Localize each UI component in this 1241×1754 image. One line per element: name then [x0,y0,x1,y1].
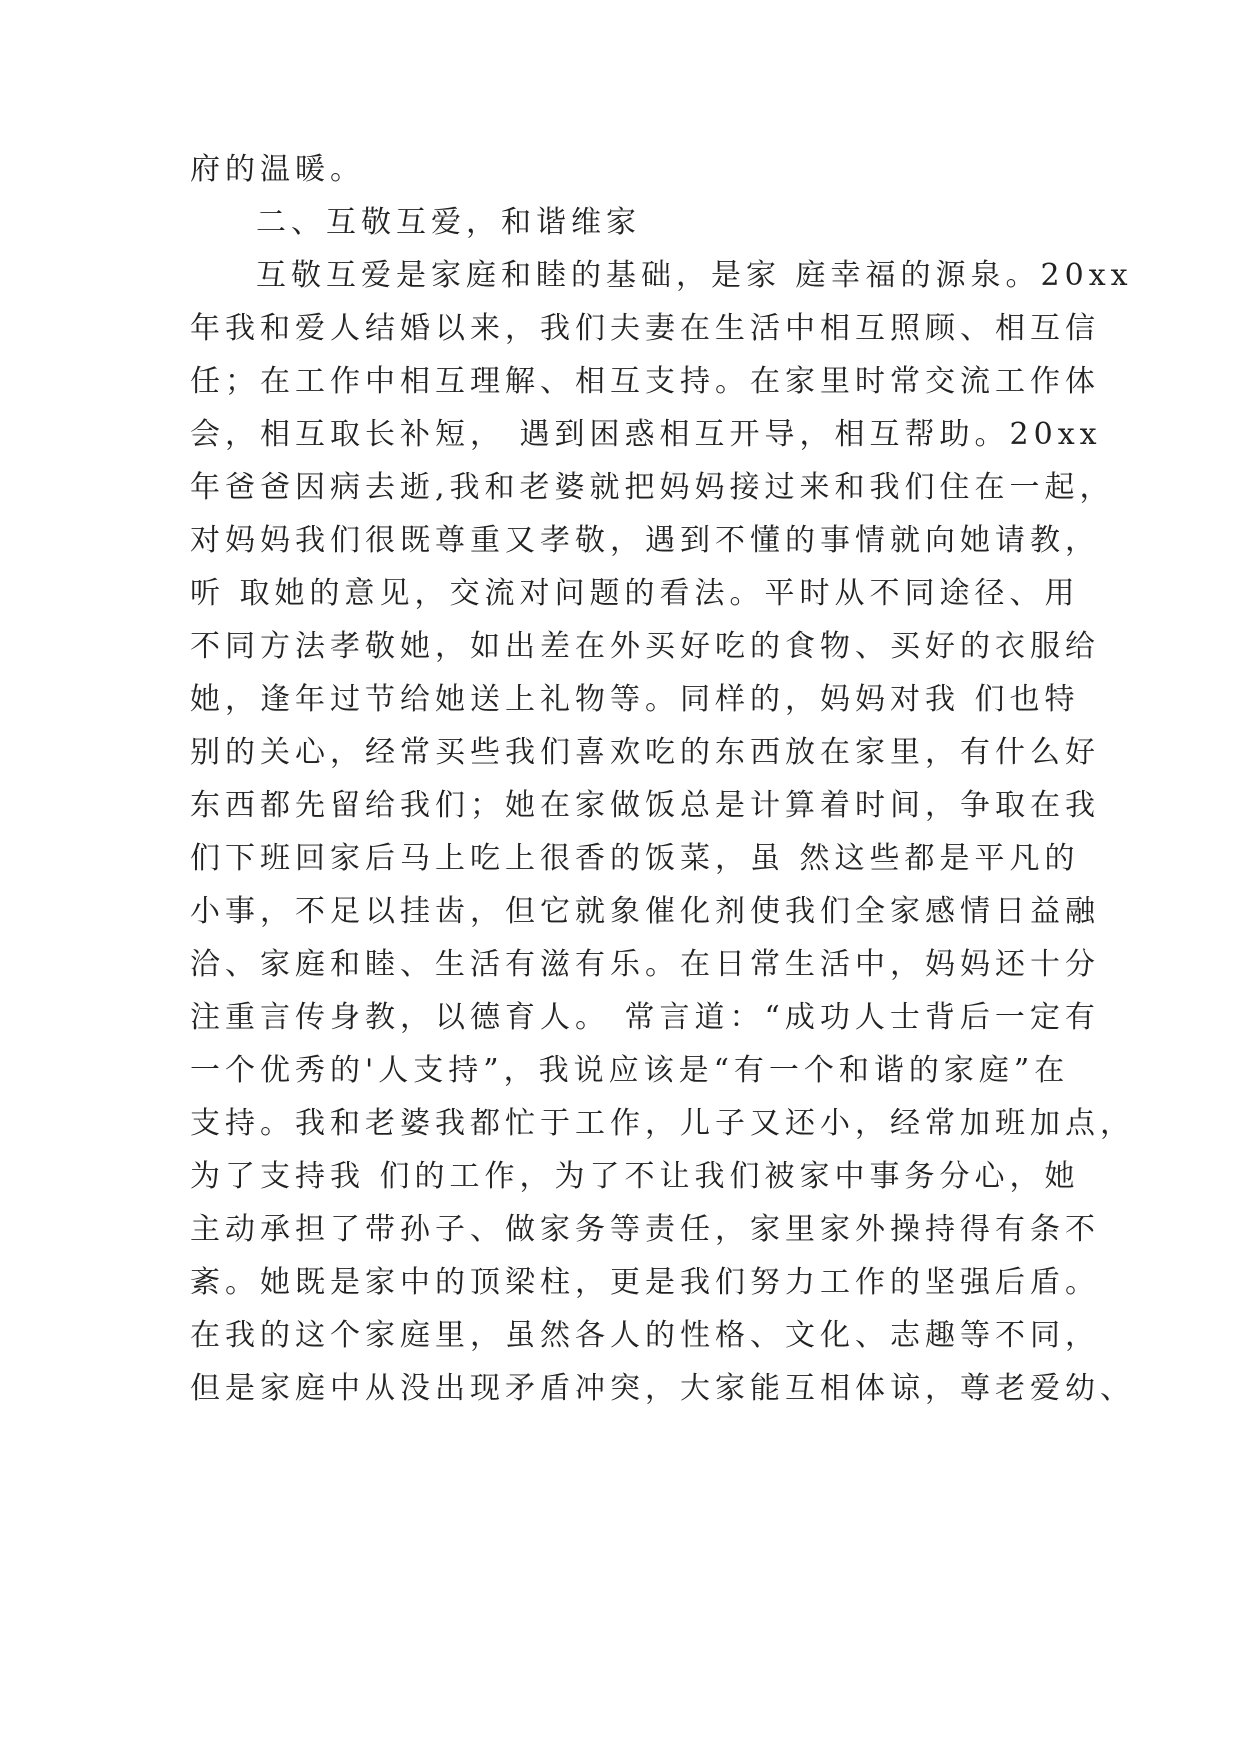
text-line: 为了支持我 们的工作，为了不让我们被家中事务分心，她 [190,1159,1080,1194]
text-line: 听 取她的意见，交流对问题的看法。平时从不同途径、用 [190,576,1080,611]
text-line: 别的关心，经常买些我们喜欢吃的东西放在家里，有什么好 [190,735,1100,770]
text-line: 一个优秀的'人支持”，我说应该是“有一个和谐的家庭”在 [190,1053,1070,1088]
text-line: 任；在工作中相互理解、相互支持。在家里时常交流工作体 [190,364,1100,399]
text-line: 紊。她既是家中的顶梁柱，更是我们努力工作的坚强后盾。 [190,1265,1100,1300]
text-line: 但是家庭中从没出现矛盾冲突，大家能互相体谅，尊老爱幼、 [190,1371,1135,1406]
text-line: 她，逢年过节给她送上礼物等。同样的，妈妈对我 们也特 [190,682,1080,717]
text-line: 小事，不足以挂齿，但它就象催化剂使我们全家感情日益融 [190,894,1100,929]
text-line: 年我和爱人结婚以来，我们夫妻在生活中相互照顾、相互信 [190,311,1100,346]
text-line: 支持。我和老婆我都忙于工作，儿子又还小，经常加班加点， [190,1106,1135,1141]
text-line: 洽、家庭和睦、生活有滋有乐。在日常生活中，妈妈还十分 [190,947,1100,982]
section-heading: 二、互敬互爱，和谐维家 [256,205,641,240]
text-line: 会，相互取长补短， 遇到困惑相互开导，相互帮助。20xx [190,417,1102,452]
text-line: 注重言传身教，以德育人。 常言道：“成功人士背后一定有 [190,1000,1100,1035]
text-line: 主动承担了带孙子、做家务等责任，家里家外操持得有条不 [190,1212,1100,1247]
text-line: 府的温暖。 [190,152,365,187]
text-line: 年爸爸因病去逝,我和老婆就把妈妈接过来和我们住在一起， [190,470,1115,505]
text-line: 对妈妈我们很既尊重又孝敬，遇到不懂的事情就向她请教， [190,523,1100,558]
text-line: 们下班回家后马上吃上很香的饭菜，虽 然这些都是平凡的 [190,841,1080,876]
text-line: 东西都先留给我们；她在家做饭总是计算着时间，争取在我 [190,788,1100,823]
text-line: 在我的这个家庭里，虽然各人的性格、文化、志趣等不同， [190,1318,1100,1353]
text-line: 互敬互爱是家庭和睦的基础，是家 庭幸福的源泉。20xx [256,258,1133,293]
text-line: 不同方法孝敬她，如出差在外买好吃的食物、买好的衣服给 [190,629,1100,664]
